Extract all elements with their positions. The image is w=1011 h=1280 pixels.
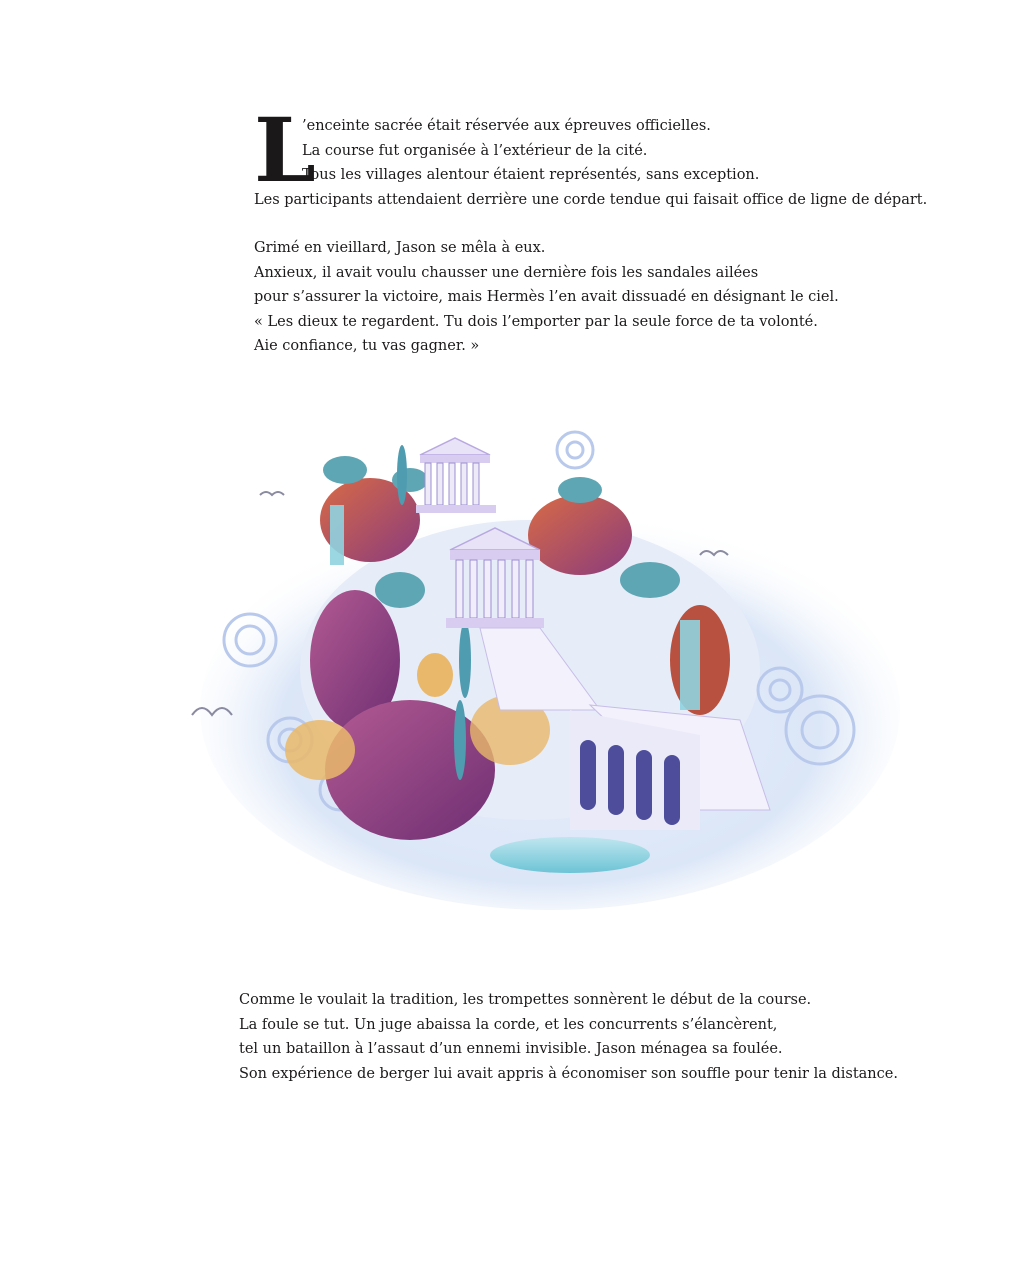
text-line: Grimé en vieillard, Jason se mêla à eux.: [254, 240, 546, 256]
foliage-gold-left: [285, 720, 355, 780]
paragraph-1: [254, 98, 928, 212]
text-line: La course fut organisée à l’extérieur de la cité.: [302, 142, 648, 159]
upper-temple: [416, 438, 496, 513]
text-line: Les participants attendaient derrière une corde tendue qui faisait office de ligne de départ.: [254, 191, 928, 208]
text-line: ’enceinte sacrée était réservée aux épreuves officielles.: [302, 118, 711, 134]
waterfall-right: [680, 620, 700, 710]
foliage-rust-right: [528, 495, 632, 575]
water-pool: [490, 837, 650, 873]
text-line: « Les dieux te regardent. Tu dois l’emporter par la seule force de ta volonté.: [254, 313, 818, 330]
text-line: Anxieux, il avait voulu chausser une dernière fois les sandales ailées: [254, 264, 759, 281]
text-line: La foule se tut. Un juge abaissa la corde, et les concurrents s’élancèrent,: [239, 1016, 778, 1033]
text-line: Aie confiance, tu vas gagner. »: [254, 338, 480, 354]
drop-cap: L: [254, 98, 316, 202]
text-line: pour s’assurer la victoire, mais Hermès l’en avait dissuadé en désignant le ciel.: [254, 289, 839, 305]
top-text-block: [254, 98, 928, 359]
waterfall-left: [330, 505, 344, 565]
text-line: tel un bataillon à l’assaut d’un ennemi invisible. Jason ménagea sa foulée.: [239, 1041, 783, 1057]
paragraph-2: [254, 236, 927, 359]
foliage-gold-small: [417, 653, 453, 697]
bottom-text-block: [239, 988, 898, 1086]
temple-island-illustration: [180, 410, 920, 930]
text-line: Comme le voulait la tradition, les trompettes sonnèrent le début de la course.: [239, 992, 812, 1008]
text-line: Tous les villages alentour étaient représentés, sans exception.: [302, 167, 760, 183]
foliage-magenta-bottom: [325, 700, 495, 840]
text-line: Son expérience de berger lui avait appris à économiser son souffle pour tenir la distance.: [239, 1065, 898, 1082]
